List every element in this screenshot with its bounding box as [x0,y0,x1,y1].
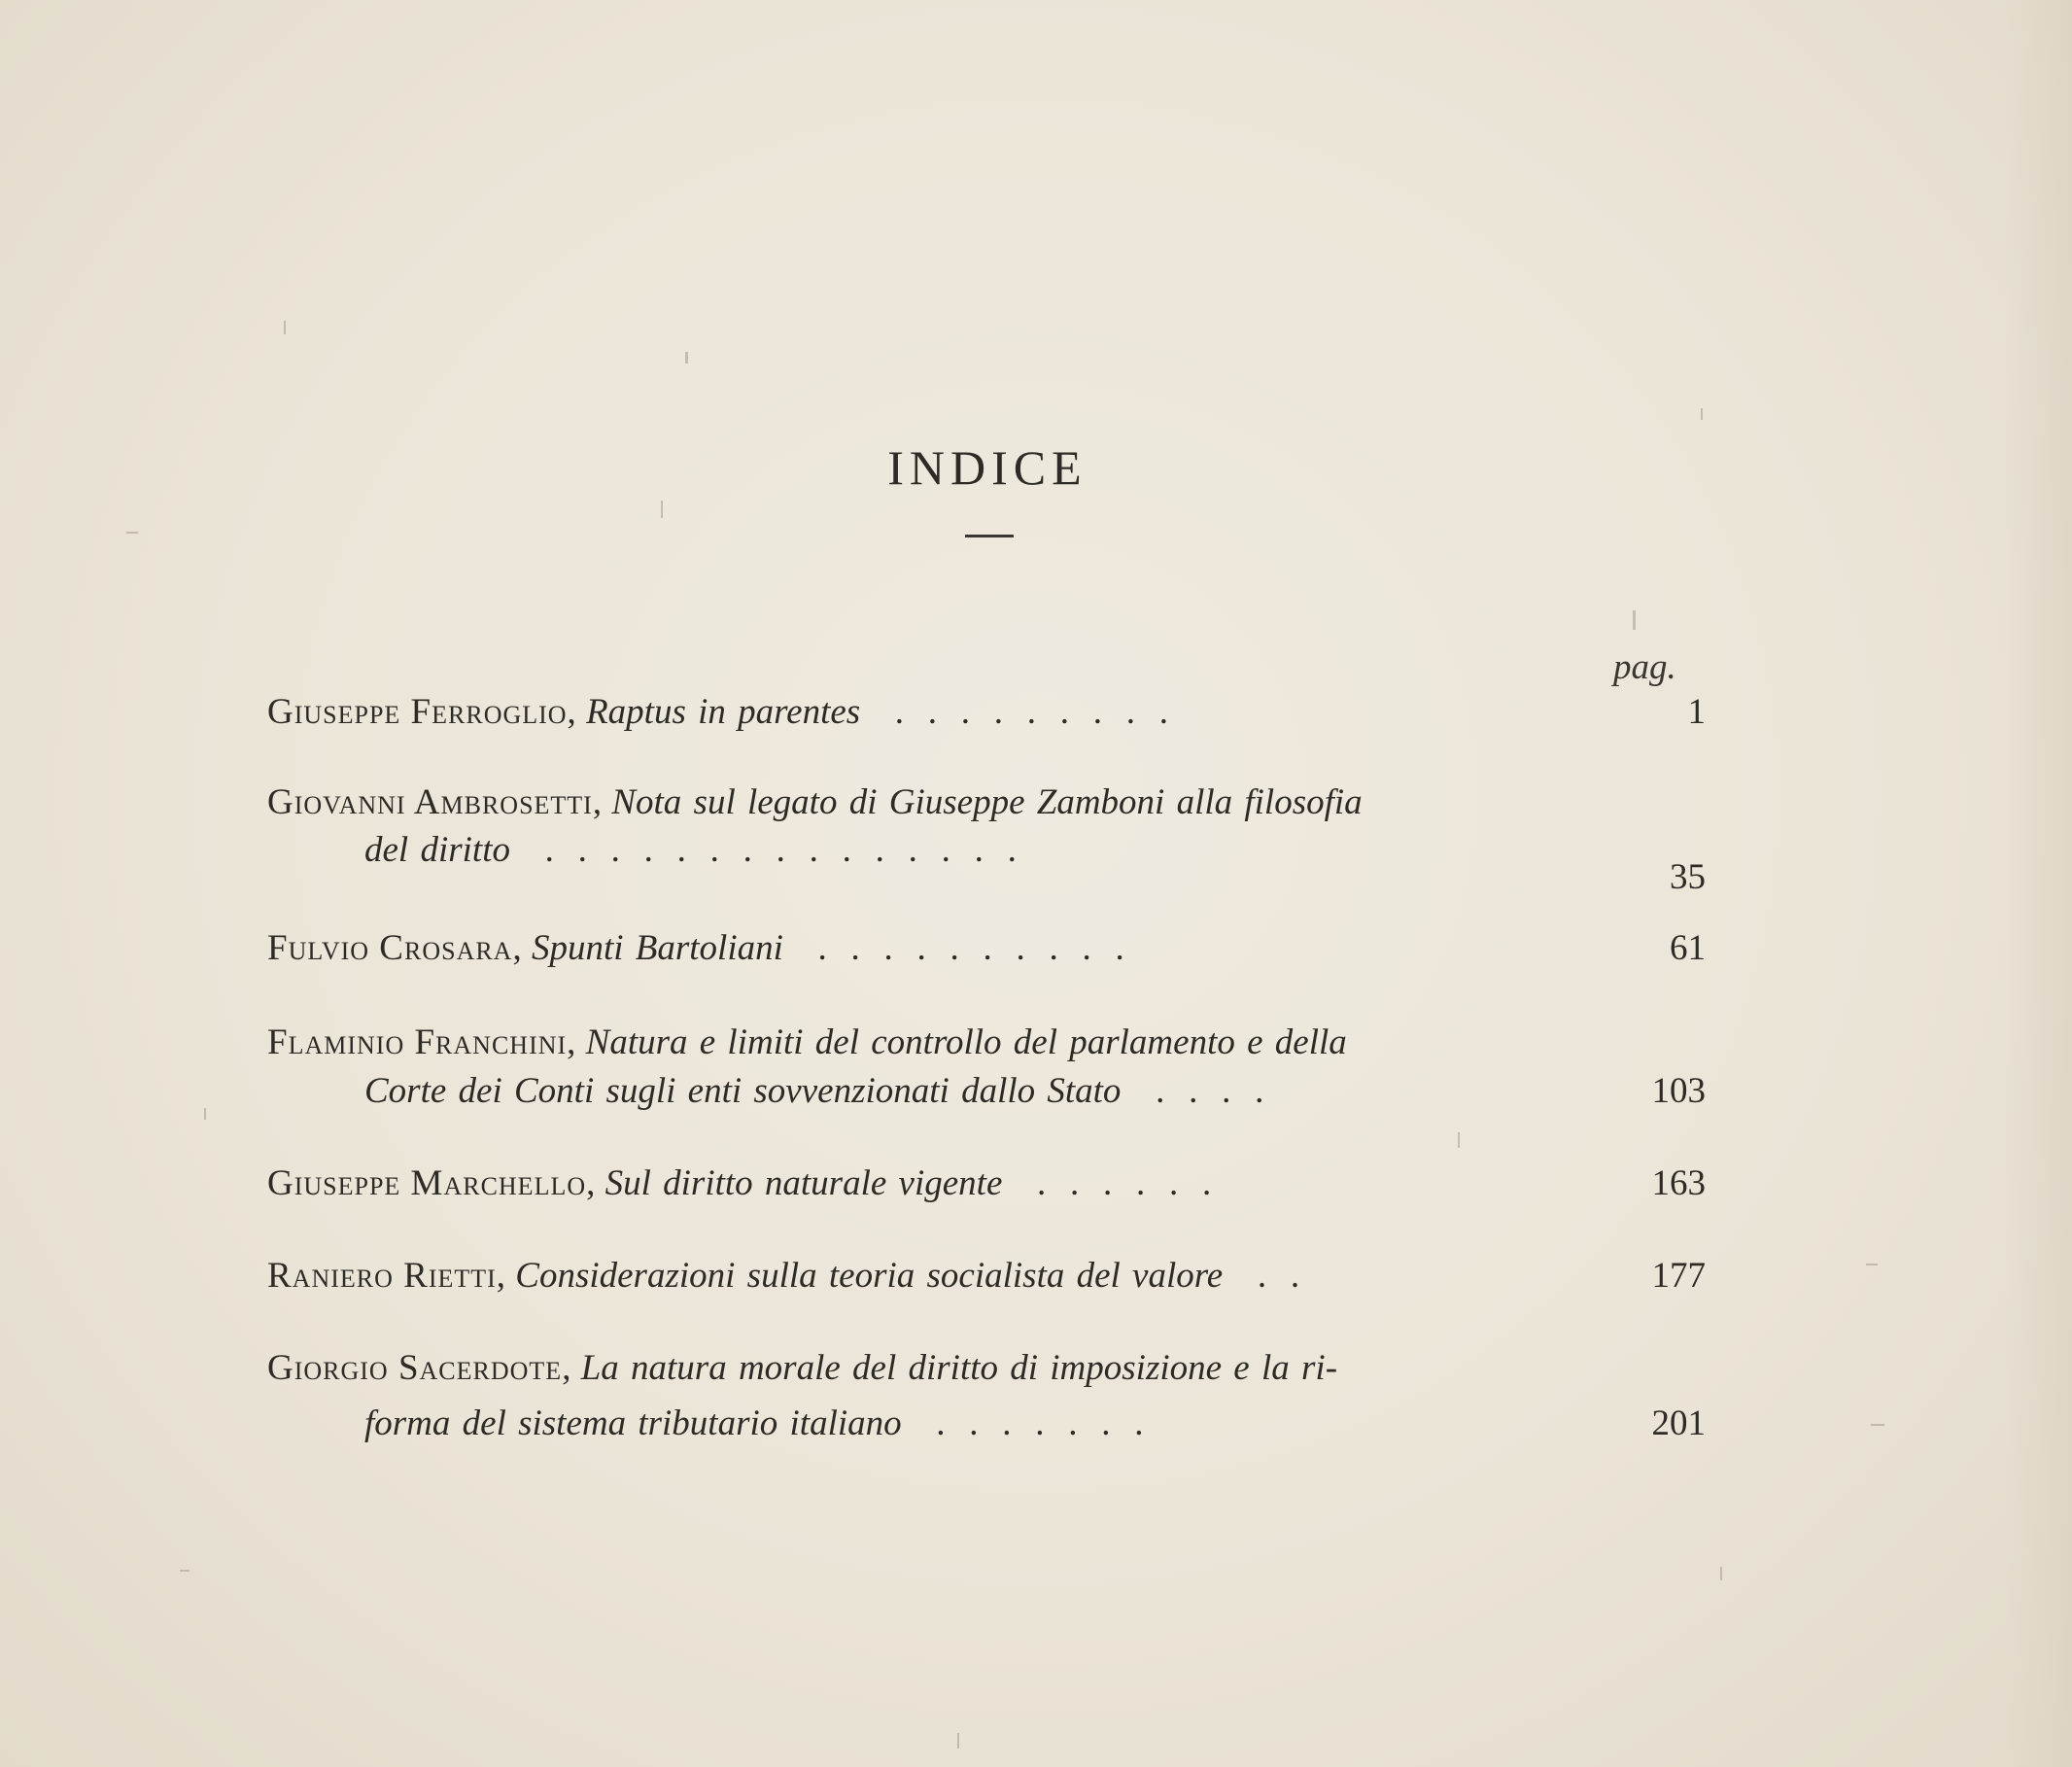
page-column-label: pag. [1613,647,1676,687]
leader-dot: . [941,830,950,870]
paper-speck [1871,1424,1884,1426]
entry-page-number: 61 [1670,928,1706,968]
leader-dot: . [927,692,938,732]
leader-dot: . [1016,928,1025,968]
entry-title: Considerazioni sulla teoria socialista del valore [515,1256,1224,1296]
leader-dot: . [969,1403,979,1443]
leader-dot: . [610,830,620,870]
entry-title: Raptus in parentes [586,692,861,732]
toc-line [267,1161,1706,1205]
toc-entry [267,780,1706,901]
leader-dot: . [742,830,752,870]
entry-author: Giovanni Ambrosetti, [267,782,604,822]
paper-speck [1720,1567,1722,1580]
leader-dot: . [1092,692,1103,732]
paper-speck [957,1733,959,1749]
entry-author: Flaminio Franchini, [267,1022,577,1062]
leader-dot: . [993,692,1004,732]
leader-dot: . [916,928,926,968]
entry-author: Raniero Rietti, [267,1256,507,1296]
toc-entry [267,690,1706,734]
paper-speck [685,352,688,364]
entry-title-continued: forma del sistema tributario italiano [364,1403,902,1443]
leader-dot: . [1049,928,1058,968]
leader-dot: . [1035,1403,1045,1443]
toc-line [267,1021,1706,1064]
leader-dot: . [1169,1163,1179,1203]
dot-leader [792,928,1136,968]
leader-dot: . [1115,928,1124,968]
leader-dot: . [544,830,554,870]
toc-line [267,1069,1706,1113]
leader-dot: . [936,1403,946,1443]
leader-dot: . [842,830,851,870]
entry-title: Spunti Bartoliani [531,928,783,968]
leader-dot: . [577,830,587,870]
entry-author: Fulvio Crosara, [267,928,523,968]
leader-dot: . [1026,692,1037,732]
toc-line [267,828,1706,901]
leader-dot: . [1068,1403,1078,1443]
toc-line [267,1402,1706,1445]
dot-leader [1130,1071,1276,1111]
entry-page-number: 103 [1651,1071,1706,1111]
leader-dot: . [1136,1163,1146,1203]
leader-dot: . [883,928,893,968]
toc-entry [267,1021,1706,1113]
toc-line [267,926,1706,970]
entry-title: La natura morale del diritto di imposizione e la ri- [580,1348,1338,1388]
leader-dot: . [643,830,653,870]
index-title: INDICE [887,440,1088,495]
toc-line [267,690,1706,734]
dot-leader [519,830,1028,870]
leader-dot: . [676,830,686,870]
dot-leader [1231,1256,1311,1296]
paper-speck [661,501,663,518]
leader-dot: . [776,830,785,870]
leader-dot: . [850,928,860,968]
entry-title: Sul diritto naturale vigente [604,1163,1003,1203]
leader-dot: . [1037,1163,1047,1203]
leader-dot: . [960,692,971,732]
toc-entry [267,1161,1706,1205]
leader-dot: . [1255,1071,1264,1111]
leader-dot: . [1222,1071,1231,1111]
dot-leader [1012,1163,1224,1203]
leader-dot: . [1070,1163,1080,1203]
paper-speck [1701,408,1703,420]
leader-dot: . [908,830,917,870]
leader-dot: . [809,830,818,870]
toc-line [267,1254,1706,1298]
entry-author: Giorgio Sacerdote, [267,1348,572,1388]
entry-title-continued: Corte dei Conti sugli enti sovvenzionati dallo Stato [364,1071,1122,1111]
paper-speck [180,1570,190,1572]
entry-page-number: 201 [1651,1403,1706,1443]
leader-dot: . [1189,1071,1198,1111]
toc-entry [267,926,1706,970]
leader-dot: . [1134,1403,1144,1443]
entry-author: Giuseppe Marchello, [267,1163,597,1203]
leader-dot: . [1290,1256,1300,1296]
paper-speck [1458,1132,1460,1148]
paper-speck [284,321,286,334]
leader-dot: . [1257,1256,1267,1296]
toc-line [267,1346,1706,1390]
leader-dot: . [894,692,905,732]
entry-page-number: 177 [1651,1256,1706,1296]
dot-leader [869,692,1180,732]
entry-page-number: 35 [1670,857,1706,897]
paper-speck [1866,1264,1878,1265]
leader-dot: . [950,928,959,968]
entry-author: Giuseppe Ferroglio, [267,692,577,732]
entry-page-number: 163 [1651,1163,1706,1203]
leader-dot: . [983,928,992,968]
toc-entry [267,1346,1706,1445]
entry-title: Nota sul legato di Giuseppe Zamboni alla filosofia [611,782,1363,822]
leader-dot: . [875,830,884,870]
dot-leader [911,1403,1156,1443]
leader-dot: . [1082,928,1091,968]
page-edge-shadow [2004,0,2072,1767]
leader-dot: . [1059,692,1070,732]
leader-dot: . [1007,830,1017,870]
leader-dot: . [817,928,827,968]
title-rule [965,535,1014,537]
entry-title: Natura e limiti del controllo del parlamento e della [585,1022,1347,1062]
paper-speck [1633,610,1636,630]
leader-dot: . [709,830,719,870]
leader-dot: . [1202,1163,1212,1203]
entry-page-number: 1 [1687,692,1706,732]
leader-dot: . [1101,1403,1111,1443]
leader-dot: . [1103,1163,1113,1203]
leader-dot: . [1002,1403,1012,1443]
entry-title-continued: del diritto [364,830,510,870]
paper-speck [126,532,138,534]
toc-line [267,780,1706,824]
leader-dot: . [1158,692,1169,732]
leader-dot: . [1125,692,1136,732]
paper-speck [204,1108,206,1120]
leader-dot: . [974,830,984,870]
toc-entry [267,1254,1706,1298]
leader-dot: . [1156,1071,1165,1111]
